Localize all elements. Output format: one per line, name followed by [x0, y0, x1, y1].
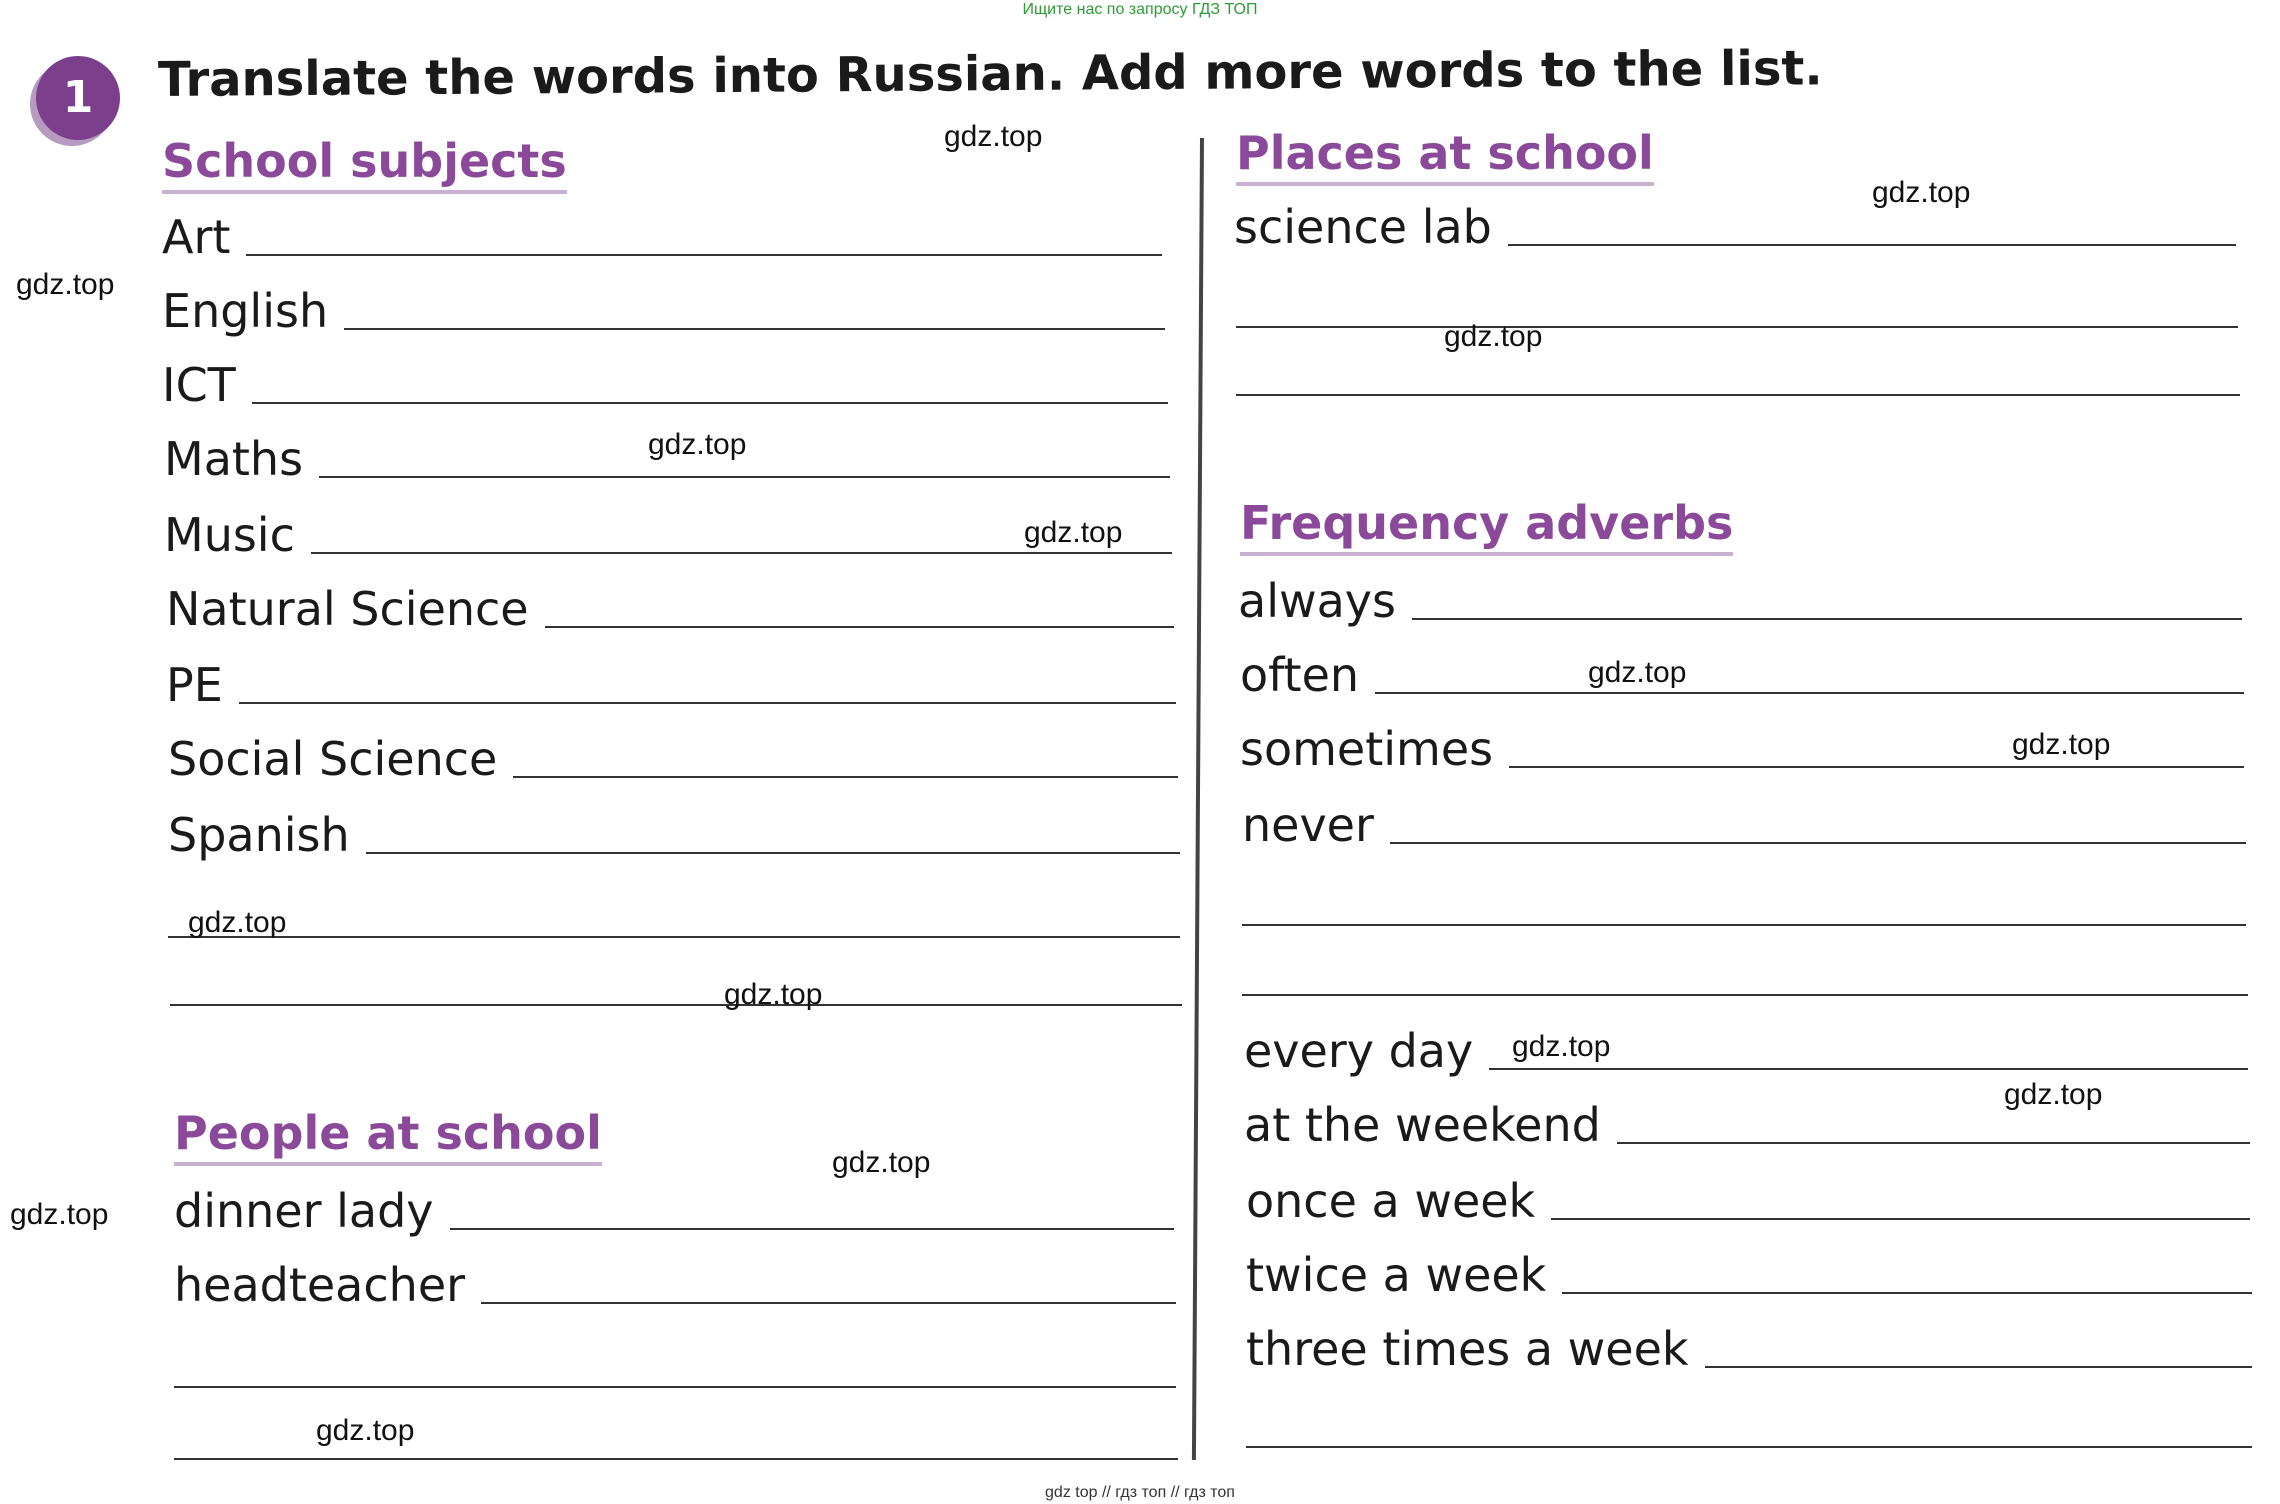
word-label: Spanish	[168, 808, 350, 862]
answer-line[interactable]	[1551, 1218, 2250, 1220]
word-label: often	[1240, 648, 1360, 702]
answer-line[interactable]	[252, 402, 1168, 404]
answer-line[interactable]	[1562, 1292, 2252, 1294]
word-label: twice a week	[1246, 1248, 1547, 1302]
watermark: gdz.top	[1872, 176, 1971, 209]
answer-line[interactable]	[1509, 766, 2244, 768]
watermark: gdz.top	[1444, 320, 1543, 353]
answer-line[interactable]	[513, 776, 1178, 778]
answer-line[interactable]	[1390, 842, 2246, 844]
bottom-note: gdz top // гдз топ // гдз топ	[1045, 1484, 1235, 1501]
word-label: Maths	[164, 432, 304, 486]
list-item	[174, 1258, 1176, 1312]
word-label: science lab	[1234, 200, 1492, 254]
list-item	[168, 732, 1178, 786]
word-label: once a week	[1246, 1174, 1536, 1228]
word-label: Music	[164, 508, 295, 562]
list-item	[1246, 1174, 2250, 1228]
word-label: PE	[166, 658, 223, 712]
list-item	[1246, 1322, 2252, 1376]
answer-line[interactable]	[1705, 1366, 2252, 1368]
list-item	[174, 1184, 1174, 1238]
answer-line[interactable]	[366, 852, 1180, 854]
exercise-number-badge: 1	[36, 56, 120, 140]
watermark: gdz.top	[2004, 1078, 2103, 1111]
answer-line[interactable]	[1412, 618, 2242, 620]
top-note: Ищите нас по запросу ГДЗ ТОП	[1022, 1, 1258, 18]
list-item	[1240, 648, 2244, 702]
extra-answer-line[interactable]	[1242, 994, 2248, 996]
answer-line[interactable]	[344, 328, 1165, 330]
list-item	[1244, 1024, 2248, 1078]
answer-line[interactable]	[450, 1228, 1174, 1230]
word-label: Art	[162, 210, 231, 264]
answer-line[interactable]	[545, 626, 1174, 628]
answer-line[interactable]	[1617, 1142, 2250, 1144]
word-label: English	[162, 284, 329, 338]
list-item	[166, 658, 1176, 712]
people-at-school-title: People at school	[174, 1106, 602, 1166]
word-label: Social Science	[168, 732, 498, 786]
word-label: at the weekend	[1244, 1098, 1601, 1152]
answer-line[interactable]	[246, 254, 1162, 256]
watermark: gdz.top	[648, 428, 747, 461]
extra-answer-line[interactable]	[1242, 924, 2246, 926]
list-item	[162, 284, 1165, 338]
extra-answer-line[interactable]	[168, 936, 1180, 938]
word-label: always	[1238, 574, 1396, 628]
answer-line[interactable]	[311, 552, 1172, 554]
word-label: ICT	[162, 358, 236, 412]
answer-line[interactable]	[1489, 1068, 2248, 1070]
list-item	[162, 358, 1168, 412]
word-label: every day	[1244, 1024, 1474, 1078]
word-label: sometimes	[1240, 722, 1494, 776]
list-item	[162, 210, 1162, 264]
watermark: gdz.top	[1024, 516, 1123, 549]
exercise-instruction: Translate the words into Russian. Add more words to the list.	[157, 40, 1823, 108]
list-item	[1234, 200, 2236, 254]
list-item	[168, 808, 1180, 862]
watermark: gdz.top	[724, 978, 823, 1011]
watermark: gdz.top	[2012, 728, 2111, 761]
word-label: dinner lady	[174, 1184, 434, 1238]
word-label: three times a week	[1246, 1322, 1689, 1376]
list-item	[164, 508, 1172, 562]
list-item	[1242, 798, 2246, 852]
answer-line[interactable]	[481, 1302, 1176, 1304]
extra-answer-line[interactable]	[1236, 326, 2238, 328]
watermark: gdz.top	[316, 1414, 415, 1447]
list-item	[166, 582, 1174, 636]
word-label: never	[1242, 798, 1374, 852]
answer-line[interactable]	[239, 702, 1176, 704]
watermark: gdz.top	[1588, 656, 1687, 689]
school-subjects-title: School subjects	[162, 134, 567, 194]
places-at-school-title: Places at school	[1236, 126, 1654, 186]
extra-answer-line[interactable]	[174, 1458, 1178, 1460]
answer-line[interactable]	[1375, 692, 2244, 694]
answer-line[interactable]	[319, 476, 1170, 478]
column-divider	[1192, 138, 1204, 1460]
watermark: gdz.top	[188, 906, 287, 939]
extra-answer-line[interactable]	[174, 1386, 1176, 1388]
watermark: gdz.top	[16, 268, 115, 301]
word-label: Natural Science	[166, 582, 529, 636]
extra-answer-line[interactable]	[1236, 394, 2240, 396]
watermark: gdz.top	[944, 120, 1043, 153]
watermark: gdz.top	[10, 1198, 109, 1231]
extra-answer-line[interactable]	[170, 1004, 1182, 1006]
word-label: headteacher	[174, 1258, 466, 1312]
watermark: gdz.top	[832, 1146, 931, 1179]
list-item	[1238, 574, 2242, 628]
watermark: gdz.top	[1512, 1030, 1611, 1063]
answer-line[interactable]	[1508, 244, 2236, 246]
frequency-adverbs-title: Frequency adverbs	[1240, 496, 1733, 556]
list-item	[1246, 1248, 2252, 1302]
extra-answer-line[interactable]	[1246, 1446, 2252, 1448]
